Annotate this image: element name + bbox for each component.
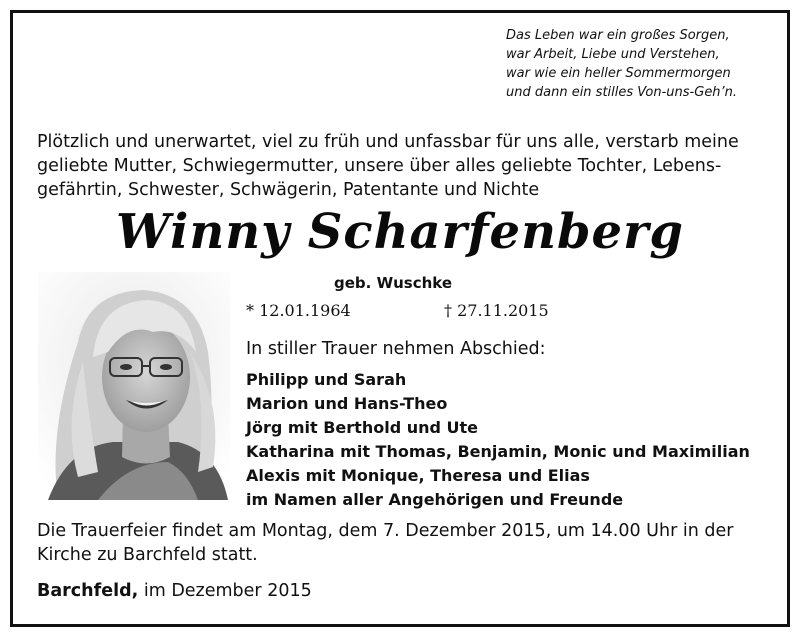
death-date: † 27.11.2015 — [444, 301, 549, 320]
birth-date: * 12.01.1964 — [246, 301, 351, 320]
intro-line: gefährtin, Schwester, Schwägerin, Patentante und Nichte — [37, 180, 540, 200]
birth-name: geb. Wuschke — [334, 274, 453, 292]
closing-date: im Dezember 2015 — [138, 581, 312, 601]
poem-line: und dann ein stilles Von-uns-Geh’n. — [506, 85, 738, 100]
portrait-illustration — [38, 272, 230, 500]
service-info — [37, 519, 765, 567]
mourner-line: Alexis mit Monique, Theresa und Elias — [246, 466, 590, 485]
poem-line: war Arbeit, Liebe und Verstehen, — [506, 47, 720, 62]
poem-line: Das Leben war ein großes Sorgen, — [506, 28, 730, 43]
mourner-line: Marion und Hans-Theo — [246, 394, 448, 413]
intro-line: geliebte Mutter, Schwiegermutter, unsere über alles geliebte Tochter, Lebens- — [37, 156, 722, 176]
mourner-line: Katharina mit Thomas, Benjamin, Monic und Maximilian — [246, 442, 750, 461]
poem-line: war wie ein heller Sommermorgen — [506, 66, 731, 81]
service-line: Kirche zu Barchfeld statt. — [37, 545, 258, 565]
mourner-line: Philipp und Sarah — [246, 370, 407, 389]
closing-place: Barchfeld, — [37, 581, 139, 601]
mourning-intro: In stiller Trauer nehmen Abschied: — [246, 339, 546, 359]
intro-line: Plötzlich und unerwartet, viel zu früh und unfassbar für uns alle, verstarb meine — [37, 132, 739, 152]
closing-line — [37, 581, 312, 601]
portrait-photo — [38, 272, 230, 500]
poem — [506, 26, 776, 102]
mourner-line: Jörg mit Berthold und Ute — [246, 418, 479, 437]
mourner-line: im Namen aller Angehörigen und Freunde — [246, 490, 624, 509]
service-line: Die Trauerfeier findet am Montag, dem 7. Dezember 2015, um 14.00 Uhr in der — [37, 521, 734, 541]
mourners-list — [246, 368, 750, 512]
deceased-name: Winny Scharfenberg — [116, 204, 684, 260]
intro-text — [37, 130, 765, 202]
